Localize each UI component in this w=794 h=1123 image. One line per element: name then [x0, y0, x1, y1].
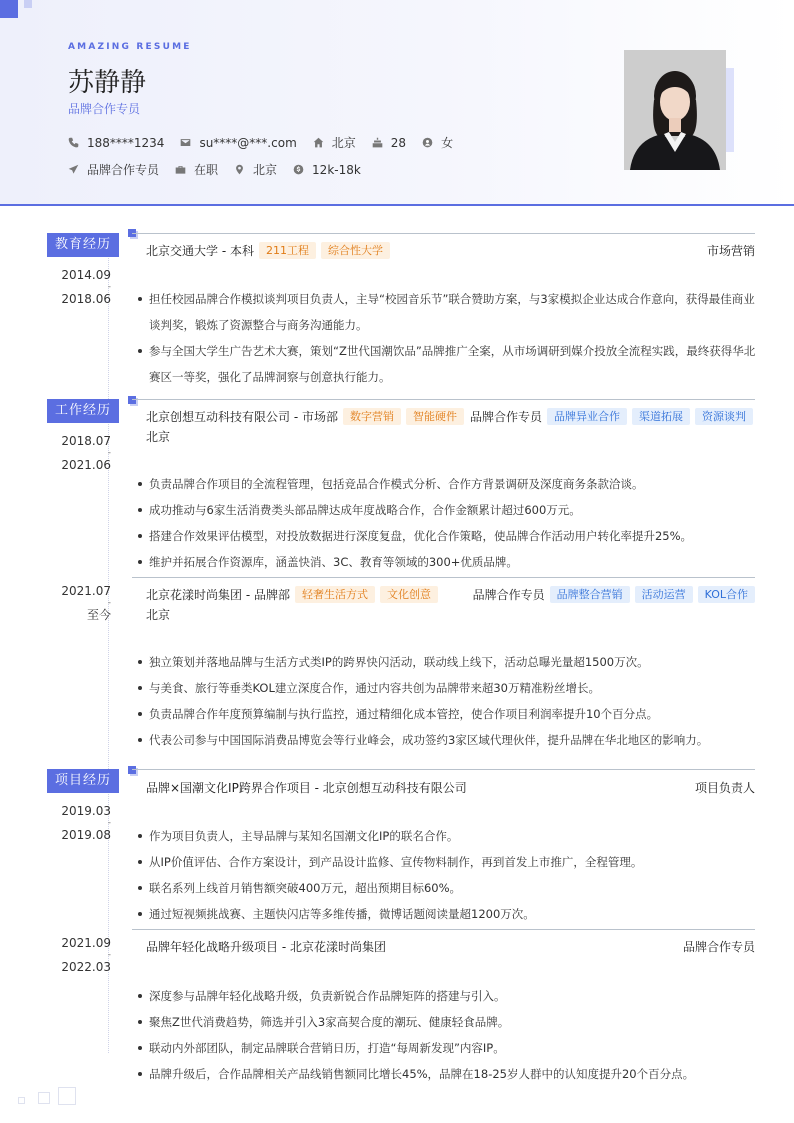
job-intent-row: [68, 161, 377, 178]
location-icon: [234, 164, 245, 175]
school-tag: 211工程: [259, 242, 316, 259]
phone-info: [68, 136, 164, 150]
home-icon: [313, 137, 324, 148]
section-divider: [132, 769, 755, 770]
work-city: 北京: [146, 430, 171, 444]
salary-info: [293, 163, 361, 177]
project-entry-head: [146, 938, 755, 955]
profile-photo: [624, 50, 726, 170]
section-divider: [132, 233, 755, 234]
work-details: [138, 471, 756, 575]
list-item: 从IP价值评估、合作方案设计，到产品设计监修、宣传物料制作，再到首发上市推广，全程管理。: [138, 849, 756, 875]
skill-tag: 资源谈判: [695, 408, 753, 425]
send-icon: [68, 164, 79, 175]
hometown-text: 北京: [331, 136, 356, 150]
education-details: [138, 286, 756, 390]
list-item: 负责品牌合作年度预算编制与执行监控，通过精细化成本管控，使合作项目利润率提升10个百分点。: [138, 701, 756, 727]
footer-decoration: [58, 1087, 76, 1105]
status-info: [175, 161, 218, 178]
skill-tag: KOL合作: [698, 586, 755, 603]
company-tag: 轻奢生活方式: [295, 586, 375, 603]
work-city: 北京: [146, 608, 171, 622]
footer-decoration: [18, 1097, 25, 1104]
status-text: 在职: [194, 163, 219, 177]
gender-icon: [422, 137, 433, 148]
project-details: [138, 983, 756, 1087]
job-position: 品牌合作专员: [472, 588, 545, 602]
section-title-education: 教育经历: [47, 233, 119, 257]
skill-tag: 品牌异业合作: [547, 408, 627, 425]
salary-icon: [293, 164, 304, 175]
intent-position-info: [68, 161, 159, 178]
gender-info: [422, 134, 453, 151]
education-entry-head: [146, 242, 755, 259]
email-info: [180, 136, 296, 150]
corner-decoration: [0, 0, 18, 18]
briefcase-icon: [175, 164, 186, 175]
list-item: 成功推动与6家生活消费类头部品牌达成年度战略合作，合作金额累计超过600万元。: [138, 497, 756, 523]
list-item: 参与全国大学生广告艺术大赛，策划“Z世代国潮饮品”品牌推广全案，从市场调研到媒介投放全流程实践，最终获得华北赛区一等奖，强化了品牌洞察与创意执行能力。: [138, 338, 756, 390]
hometown-info: [313, 134, 356, 151]
work-details: [138, 649, 756, 753]
intent-city-info: [234, 161, 277, 178]
list-item: 维护并拓展合作资源库，涵盖快消、3C、教育等领域的300+优质品牌。: [138, 549, 756, 575]
age-info: [372, 136, 406, 150]
resume-header: [0, 0, 794, 206]
list-item: 独立策划并落地品牌与生活方式类IP的跨界快闪活动，联动线上线下，活动总曝光量超1500万次。: [138, 649, 756, 675]
list-item: 通过短视频挑战赛、主题快闪店等多维传播，微博话题阅读量超1200万次。: [138, 901, 756, 927]
project-date: 2021.09 - 2022.03: [61, 936, 111, 974]
brand-label: AMAZING RESUME: [68, 42, 192, 52]
entry-divider: [132, 577, 755, 578]
list-item: 联动内外部团队，制定品牌联合营销日历，打造“每周新发现”内容IP。: [138, 1035, 756, 1061]
work-entry-head: [146, 586, 755, 603]
section-title-projects: 项目经历: [47, 769, 119, 793]
gender-text: 女: [441, 136, 454, 150]
list-item: 负责品牌合作项目的全流程管理，包括竞品合作模式分析、合作方背景调研及深度商务条款洽谈。: [138, 471, 756, 497]
footer-decoration: [38, 1092, 50, 1104]
salary-text: 12k-18k: [312, 162, 361, 177]
project-name: 品牌×国潮文化IP跨界合作项目 - 北京创想互动科技有限公司: [146, 781, 467, 795]
project-role: 品牌合作专员: [682, 940, 755, 954]
candidate-name: 苏静静: [68, 68, 147, 98]
list-item: 深度参与品牌年轻化战略升级，负责新锐合作品牌矩阵的搭建与引入。: [138, 983, 756, 1009]
work-date: 2018.07 - 2021.06: [61, 434, 111, 472]
email-icon: [180, 137, 191, 148]
intent-city-text: 北京: [253, 163, 278, 177]
section-title-work: 工作经历: [47, 399, 119, 423]
list-item: 搭建合作效果评估模型，对投放数据进行深度复盘，优化合作策略，使品牌合作活动用户转化率提升25%。: [138, 523, 756, 549]
section-marker: [128, 766, 136, 774]
project-details: [138, 823, 756, 927]
phone-icon: [68, 137, 79, 148]
contact-info-row: [68, 134, 469, 151]
email-text: su****@***.com: [199, 135, 297, 150]
school-name: 北京交通大学 - 本科: [146, 244, 254, 258]
skill-tag: 活动运营: [635, 586, 693, 603]
list-item: 代表公司参与中国国际消费品博览会等行业峰会，成功签约3家区域代理伙伴，提升品牌在华北地区的影响力。: [138, 727, 756, 753]
skill-tag: 品牌整合营销: [550, 586, 630, 603]
list-item: 品牌升级后，合作品牌相关产品线销售额同比增长45%，品牌在18-25岁人群中的认知度提升20个百分点。: [138, 1061, 756, 1087]
project-name: 品牌年轻化战略升级项目 - 北京花漾时尚集团: [146, 940, 386, 954]
corner-decoration-small: [24, 0, 32, 8]
list-item: 担任校园品牌合作模拟谈判项目负责人，主导“校园音乐节”联合赞助方案，与3家模拟企业达成合作意向，获得最佳商业谈判奖，锻炼了资源整合与商务沟通能力。: [138, 286, 756, 338]
company-tag: 文化创意: [380, 586, 438, 603]
work-date: 2021.07 - 至今: [61, 584, 111, 622]
major: 市场营销: [706, 244, 755, 258]
age-icon: [372, 137, 383, 148]
work-entry-head: [146, 408, 755, 425]
section-divider: [132, 399, 755, 400]
list-item: 作为项目负责人，主导品牌与某知名国潮文化IP的联名合作。: [138, 823, 756, 849]
education-date: 2014.09 - 2018.06: [61, 268, 111, 306]
age-text: 28: [390, 135, 407, 150]
list-item: 与美食、旅行等垂类KOL建立深度合作，通过内容共创为品牌带来超30万精准粉丝增长。: [138, 675, 756, 701]
phone-text: 188****1234: [87, 135, 165, 150]
intent-position-text: 品牌合作专员: [87, 163, 160, 177]
company-tag: 智能硬件: [406, 408, 464, 425]
project-role: 项目负责人: [694, 781, 755, 795]
list-item: 联名系列上线首月销售额突破400万元，超出预期目标60%。: [138, 875, 756, 901]
project-entry-head: [146, 779, 755, 796]
company-tag: 数字营销: [343, 408, 401, 425]
section-marker: [128, 396, 136, 404]
skill-tag: 渠道拓展: [632, 408, 690, 425]
list-item: 聚焦Z世代消费趋势，筛选并引入3家高契合度的潮玩、健康轻食品牌。: [138, 1009, 756, 1035]
job-position: 品牌合作专员: [469, 410, 542, 424]
candidate-role: 品牌合作专员: [68, 102, 141, 116]
school-tag: 综合性大学: [321, 242, 390, 259]
company-name: 北京花漾时尚集团 - 品牌部: [146, 588, 290, 602]
entry-divider: [132, 929, 755, 930]
timeline-line: [108, 258, 109, 1053]
project-date: 2019.03 - 2019.08: [61, 804, 111, 842]
company-name: 北京创想互动科技有限公司 - 市场部: [146, 410, 338, 424]
